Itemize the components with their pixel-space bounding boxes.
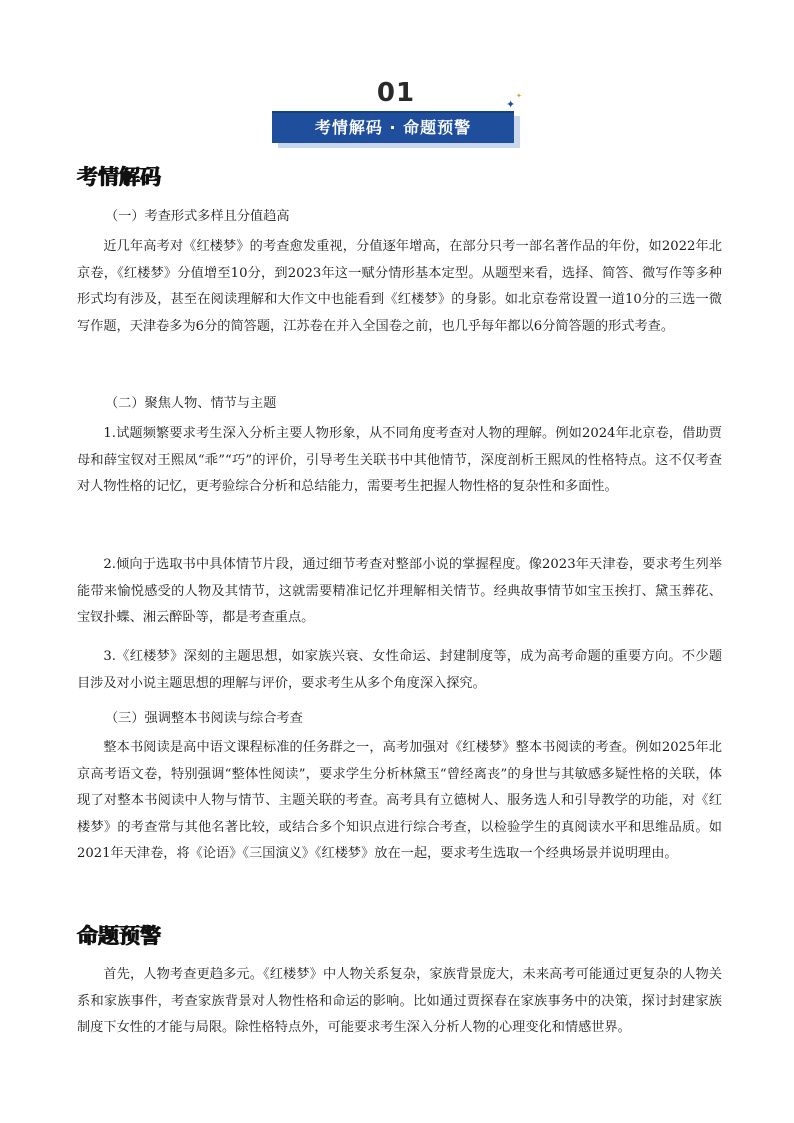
subheading-3: （三）强调整本书阅读与综合考查: [105, 711, 303, 726]
subheading-1: （一）考查形式多样且分值趋高: [105, 209, 290, 224]
paragraph-1-text: 近几年高考对《红楼梦》的考查愈发重视，分值逐年增高，在部分只考一部名著作品的年份，如2022年北京卷，《红楼梦》分值增至10分，到2023年这一赋分情形基本定型。从题型来看，选择、简答、微写作等多种形式均有涉及，甚至在阅读理解和大作文中也能看到《红楼梦》的身影。如北京卷常设置一道10分的三选一微写作题，天津卷多为6分的简答题，江苏卷在并入全国卷之前，也几乎每年都以6分简答题的形式考查。: [77, 239, 722, 334]
heading-kaoqing: 考情解码: [77, 165, 161, 189]
heading-mingti: 命题预警: [77, 924, 161, 948]
subheading-2: （二）聚焦人物、情节与主题: [105, 396, 277, 411]
paragraph-5: [77, 735, 722, 868]
paragraph-3: [77, 552, 722, 632]
paragraph-6: [77, 962, 722, 1042]
paragraph-2-text: 1.试题频繁要求考生深入分析主要人物形象，从不同角度考查对人物的理解。例如2024年北京卷，借助贾母和薛宝钗对王熙凤“乖”“巧”的评价，引导考生关联书中其他情节，深度剖析王熙凤的性格特点。这不仅考查对人物性格的记忆，更考验综合分析和总结能力，需要考生把握人物性格的复杂性和多面性。: [77, 426, 722, 495]
paragraph-1: [77, 234, 722, 340]
banner-bar: [272, 111, 514, 143]
banner-title: 考情解码 · 命题预警: [314, 118, 472, 137]
paragraph-2: [77, 421, 722, 501]
section-banner: [272, 78, 520, 150]
sparkle-icon: ✦: [506, 98, 516, 111]
paragraph-6-text: 首先，人物考查更趋多元。《红楼梦》中人物关系复杂，家族背景庞大，未来高考可能通过更复杂的人物关系和家族事件，考查家族背景对人物性格和命运的影响。比如通过贾探春在家族事务中的决策，探讨封建家族制度下女性的才能与局限。除性格特点外，可能要求考生深入分析人物的心理变化和情感世界。: [77, 967, 722, 1036]
paragraph-4: [77, 644, 722, 697]
paragraph-4-text: 3.《红楼梦》深刻的主题思想，如家族兴衰、女性命运、封建制度等，成为高考命题的重要方向。不少题目涉及对小说主题思想的理解与评价，要求考生从多个角度深入探究。: [77, 649, 722, 691]
sparkle-small-icon: ✦: [516, 92, 522, 100]
banner-number: 01: [376, 78, 416, 108]
paragraph-5-text: 整本书阅读是高中语文课程标准的任务群之一，高考加强对《红楼梦》整本书阅读的考查。例如2025年北京高考语文卷，特别强调“整体性阅读”，要求学生分析林黛玉“曾经离丧”的身世与其敏感多疑性格的关联，体现了对整本书阅读中人物与情节、主题关联的考查。高考具有立德树人、服务选人和引导教学的功能，对《红楼梦》的考查常与其他名著比较，或结合多个知识点进行综合考查，以检验学生的真阅读水平和思维品质。如2021年天津卷，将《论语》《三国演义》《红楼梦》放在一起，要求考生选取一个经典场景并说明理由。: [77, 740, 722, 862]
paragraph-3-text: 2.倾向于选取书中具体情节片段，通过细节考查对整部小说的掌握程度。像2023年天津卷，要求考生列举能带来愉悦感受的人物及其情节，这就需要精准记忆并理解相关情节。经典故事情节如宝玉挨打、黛玉葬花、宝钗扑蝶、湘云醉卧等，都是考查重点。: [77, 557, 722, 626]
